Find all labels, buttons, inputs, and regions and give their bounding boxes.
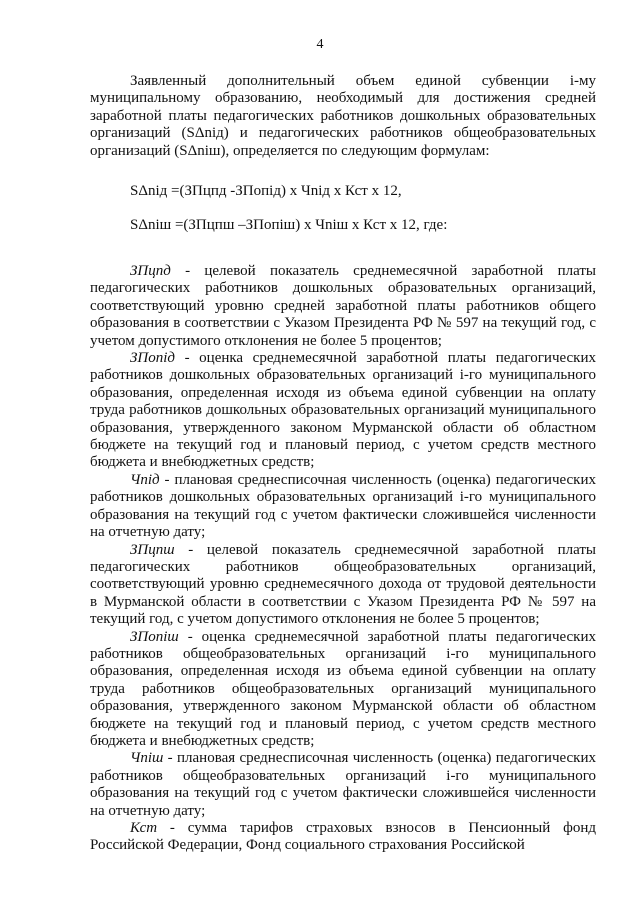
page-number: 4 xyxy=(316,37,324,52)
definition-text: - плановая среднесписочная численность (оценка) педагогических работников дошкольных образовательных организаций i-го муниципального образования на текущий год с учетом фактически сложившейся численности на отчетную дату; xyxy=(90,471,596,541)
intro-paragraph xyxy=(90,73,596,160)
definition-item xyxy=(90,472,596,542)
definition-term: ЗПопiд xyxy=(130,350,176,367)
formula-school: SΔniш =(ЗПцпш –ЗПопiш) х Чniш х Кст х 12, где: xyxy=(130,217,448,233)
definition-term: ЗПопiш xyxy=(130,628,179,645)
definition-term: ЗПцпш xyxy=(130,541,175,558)
definition-term: Чniш xyxy=(130,750,164,767)
definition-item xyxy=(90,629,596,751)
definition-item xyxy=(90,542,596,629)
definition-item xyxy=(90,350,596,472)
definition-item xyxy=(90,263,596,350)
definition-text: - оценка среднемесячной заработной платы педагогических работников дошкольных образовательных организаций i-го муниципального образования, определенная исходя из объема единой субвенции на оплату труда работников дошкольных образовательных организаций муниципального образования, утвержденного законом Мурманской области об областном бюджете на текущий год и плановый период, с учетом средств местного бюджета и внебюджетных средств; xyxy=(90,350,596,471)
definition-text: - оценка среднемесячной заработной платы педагогических работников общеобразовательных организаций i-го муниципального образования, определенная исходя из объема единой субвенции на оплату труда работников общеобразовательных организаций муниципального образования, утвержденного законом Мурманской области об областном бюджете на текущий год и плановый период, с учетом средств местного бюджета и внебюджетных средств; xyxy=(90,628,596,749)
definition-text: - целевой показатель среднемесячной заработной платы педагогических работников дошкольных образовательных организаций, соответствующий уровню средней заработной платы работников общего образования в соответствии с Указом Президента РФ № 597 на текущий год, с учетом допустимого отклонения не более 5 процентов; xyxy=(90,263,596,349)
definition-term: ЗПцпд xyxy=(130,263,171,279)
definitions-list xyxy=(90,263,596,855)
formula-preschool: SΔniд =(ЗПцпд -ЗПопiд) х Чniд х Кст х 12, xyxy=(130,183,402,199)
definition-term: Кст xyxy=(130,820,158,836)
definition-term: Чniд xyxy=(130,471,160,488)
definition-item xyxy=(90,750,596,820)
intro-text: Заявленный дополнительный объем единой субвенции i-му муниципальному образованию, необходимый для достижения средней заработной платы педагогических работников дошкольных образовательных организаций (SΔniд) и педагогических работников общеобразовательных организаций (SΔniш), определяется по следующим формулам: xyxy=(90,73,596,159)
definition-text: - сумма тарифов страховых взносов в Пенсионный фонд Российской Федерации, Фонд социального страхования Российской xyxy=(90,820,596,854)
definition-text: - целевой показатель среднемесячной заработной платы педагогических работников общеобразовательных организаций, соответствующий уровню среднемесячного дохода от трудовой деятельности в Мурманской области в соответствии с Указом Президента РФ № 597 на текущий год, с учетом допустимого отклонения не более 5 процентов; xyxy=(90,541,596,628)
definition-item xyxy=(90,820,596,855)
definition-text: - плановая среднесписочная численность (оценка) педагогических работников общеобразовательных организаций i-го муниципального образования на текущий год с учетом фактически сложившейся численности на отчетную дату; xyxy=(90,750,596,819)
